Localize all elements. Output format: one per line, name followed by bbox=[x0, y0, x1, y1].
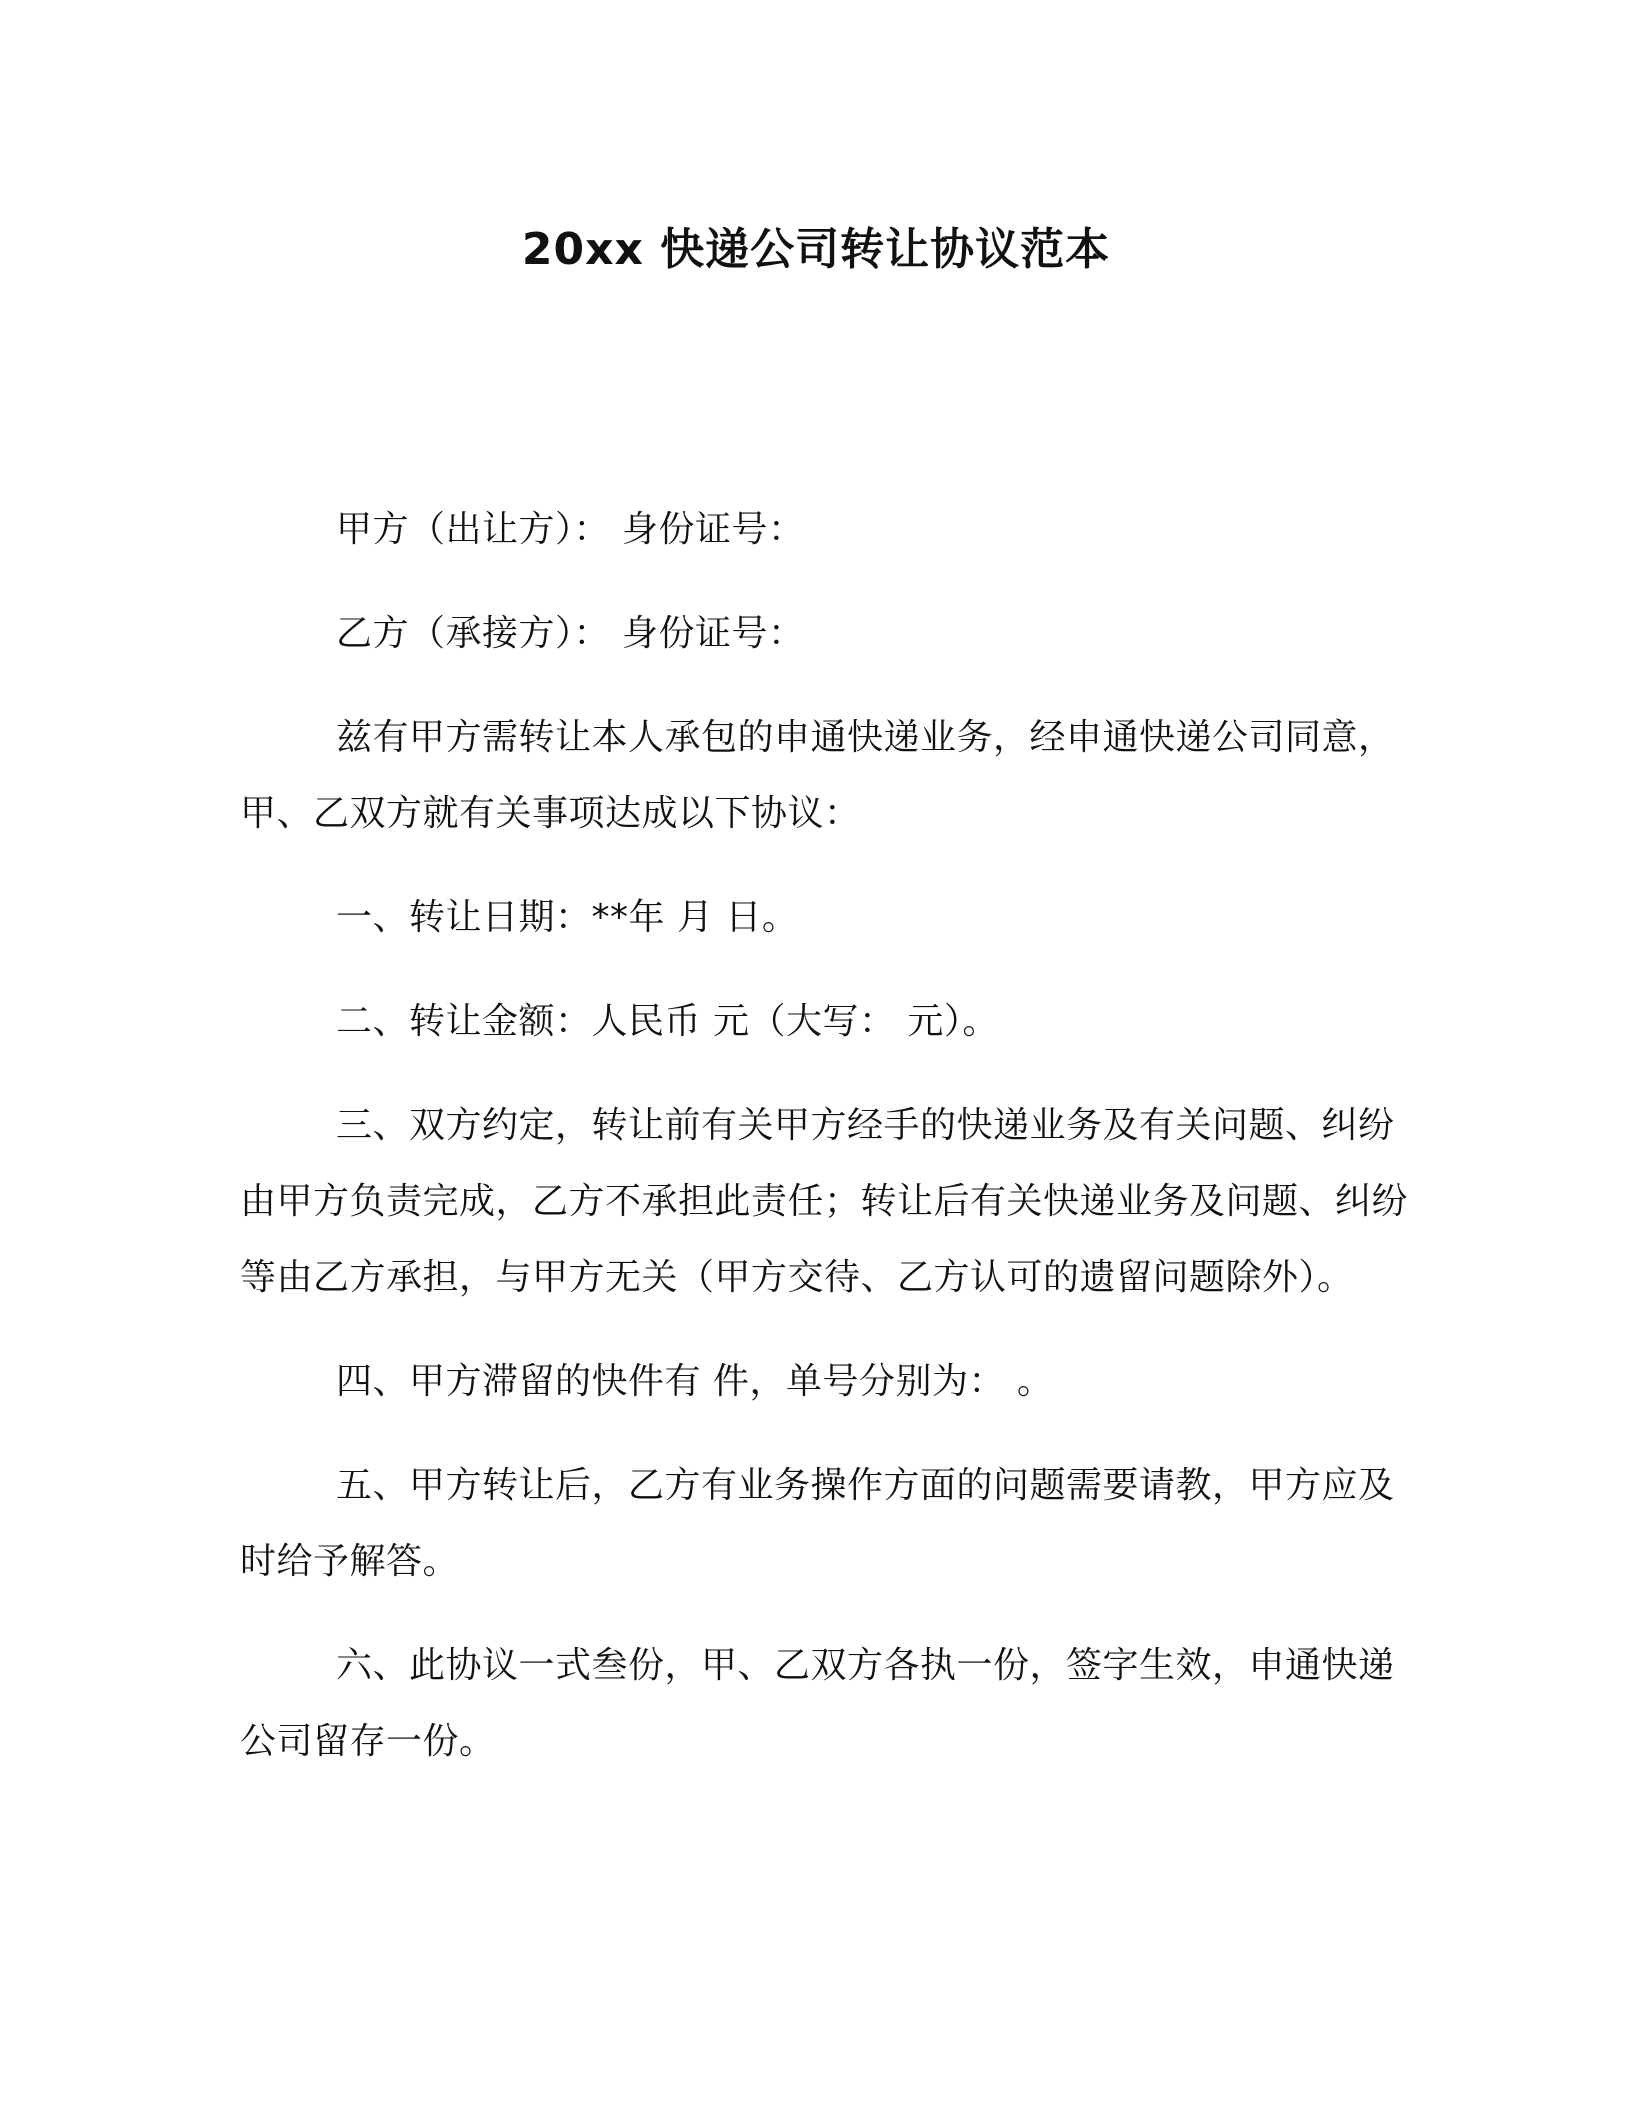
clause-4-pending-parcels: 四、甲方滞留的快件有 件，单号分别为： 。 bbox=[336, 1361, 1054, 1402]
intro-paragraph: 兹有甲方需转让本人承包的申通快递业务，经申通快递公司同意，甲、乙双方就有关事项达成以下协议： bbox=[240, 717, 1395, 834]
document-body bbox=[240, 492, 1410, 1808]
party-b-line: 乙方（承接方）： 身份证号： bbox=[336, 613, 805, 654]
party-a-line: 甲方（出让方）： 身份证号： bbox=[336, 509, 805, 550]
clause-6-copies: 六、此协议一式叁份，甲、乙双方各执一份，签字生效，申通快递公司留存一份。 bbox=[240, 1645, 1395, 1762]
clause-2-transfer-amount: 二、转让金额：人民币 元（大写： 元）。 bbox=[336, 1001, 999, 1042]
document-title: 20xx 快递公司转让协议范本 bbox=[521, 224, 1111, 275]
clause-5-support: 五、甲方转让后，乙方有业务操作方面的问题需要请教，甲方应及时给予解答。 bbox=[240, 1465, 1395, 1582]
clause-3-responsibility: 三、双方约定，转让前有关甲方经手的快递业务及有关问题、纠纷由甲方负责完成，乙方不承担此责任；转让后有关快递业务及问题、纠纷等由乙方承担，与甲方无关（甲方交待、乙方认可的遗留问题除外）。 bbox=[240, 1105, 1409, 1298]
clause-1-transfer-date: 一、转让日期：**年 月 日。 bbox=[336, 897, 799, 938]
